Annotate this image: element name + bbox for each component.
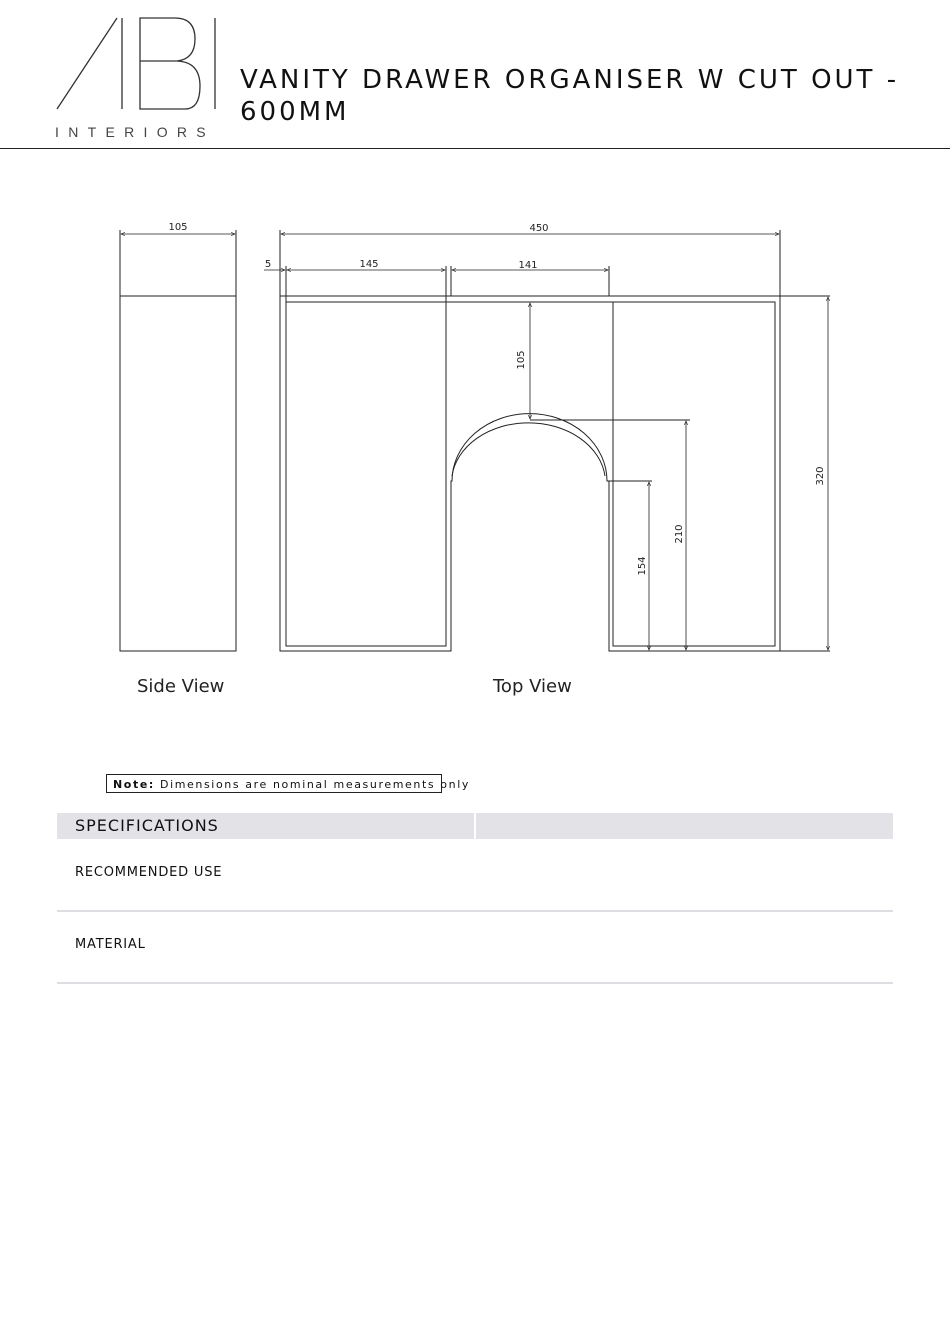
spec-row-recommended-use bbox=[57, 840, 893, 912]
dim-overall-width: 450 bbox=[529, 223, 549, 234]
technical-drawing bbox=[0, 150, 950, 750]
logo-subtext: INTERIORS bbox=[55, 124, 215, 140]
dim-overall-depth: 320 bbox=[815, 466, 826, 486]
spec-label: MATERIAL bbox=[75, 937, 146, 952]
header-divider bbox=[0, 148, 950, 149]
note-text: Dimensions are nominal measurements only bbox=[160, 778, 470, 791]
top-view bbox=[280, 230, 830, 651]
header-column-divider bbox=[474, 813, 476, 839]
dim-side-width: 105 bbox=[168, 222, 188, 233]
dim-arch-depth: 105 bbox=[516, 350, 527, 370]
page-title: VANITY DRAWER ORGANISER W CUT OUT - 600MM bbox=[240, 65, 900, 127]
abi-logo-icon bbox=[52, 14, 224, 142]
side-view-label: Side View bbox=[137, 676, 225, 697]
note-box bbox=[106, 774, 470, 793]
dim-right-to-cut: 154 bbox=[637, 556, 648, 576]
dim-left-compartment: 145 bbox=[359, 259, 379, 270]
specifications-header bbox=[57, 813, 893, 839]
dim-right-to-arch: 210 bbox=[674, 524, 685, 544]
dimension-labels bbox=[168, 222, 826, 576]
header bbox=[0, 0, 950, 150]
spec-row-material bbox=[57, 912, 893, 984]
dim-wall: 5 bbox=[264, 259, 272, 270]
row-divider bbox=[57, 982, 893, 984]
specifications-title: SPECIFICATIONS bbox=[75, 816, 219, 835]
side-view bbox=[120, 230, 236, 651]
dim-cutout-width: 141 bbox=[518, 260, 538, 271]
top-view-label: Top View bbox=[493, 676, 572, 697]
spec-label: RECOMMENDED USE bbox=[75, 865, 223, 880]
note-label: Note: bbox=[113, 778, 155, 791]
